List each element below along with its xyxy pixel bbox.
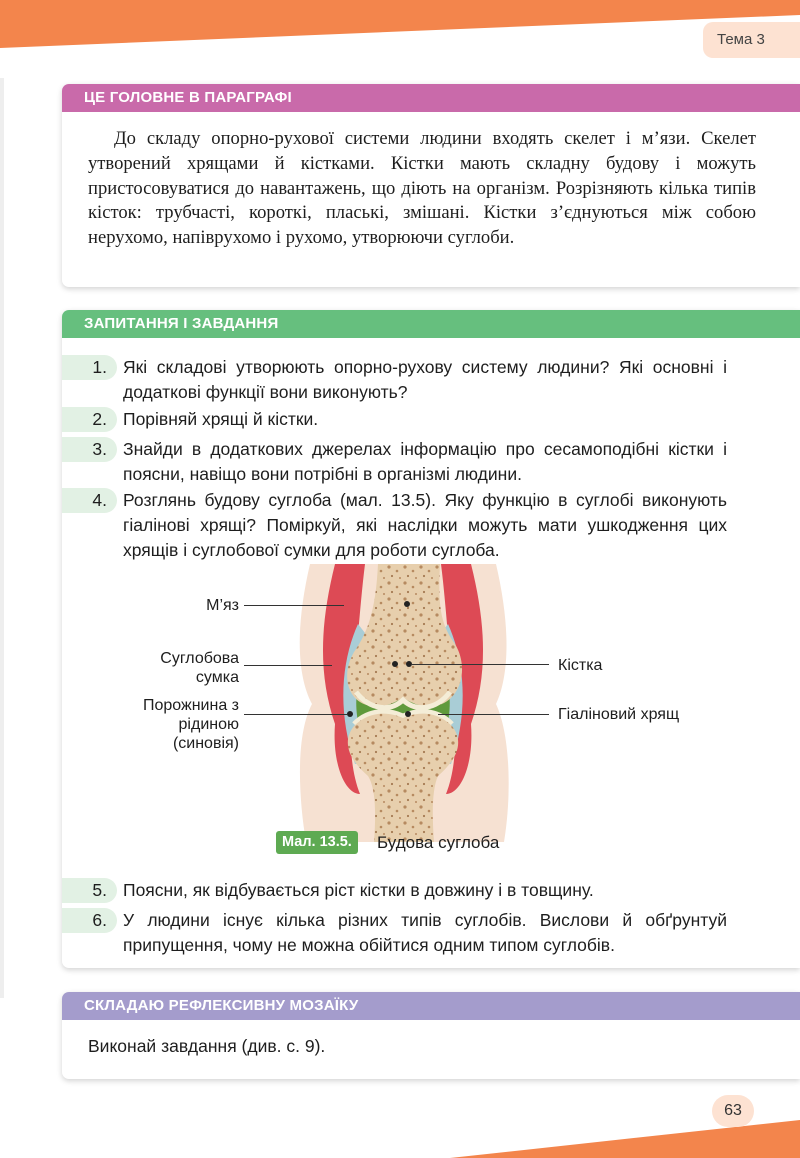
figure-caption-tag: Мал. 13.5. — [276, 831, 358, 854]
leader-cartilage — [438, 714, 549, 715]
question-text: Порівняй хрящі й кістки. — [123, 409, 319, 429]
pointer-dot — [392, 661, 398, 667]
reflection-heading: СКЛАДАЮ РЕФЛЕКСИВНУ МОЗАЇКУ — [62, 992, 800, 1020]
pointer-dot — [404, 601, 410, 607]
topic-tab: Тема 3 — [703, 22, 800, 58]
question-number: 1. — [92, 357, 107, 377]
questions-card — [62, 310, 800, 968]
question-text: Знайди в додаткових джерелах інформацію про сесамоподібні кістки і поясни, навіщо вони потрібні в організмі людини. — [123, 439, 727, 484]
summary-card — [62, 84, 800, 287]
leader-cavity — [244, 714, 348, 715]
figure-caption: Будова суглоба — [377, 833, 500, 852]
question-number: 6. — [92, 910, 107, 930]
label-bone: Кістка — [558, 657, 603, 674]
summary-text: До складу опорно-рухової системи людини входять скелет і м’язи. Скелет утворений хрящами й кістками. Кістки мають складну будову і можуть пристосовуватися до навантажень, що діють на організм. Розрізняють кілька типів кісток: трубчасті, короткі, плаські, змішані. Кістки з’єднуються між собою нерухомо, напіврухомо і рухомо, утворюючи суглоби. — [88, 128, 756, 249]
page-number: 63 — [712, 1095, 754, 1127]
question-number: 5. — [92, 880, 107, 900]
label-cartilage: Гіаліновий хрящ — [558, 706, 680, 723]
label-muscle: М’яз — [206, 597, 239, 614]
top-decor-band — [0, 0, 800, 70]
leader-capsule — [244, 665, 332, 666]
reflection-card — [62, 992, 800, 1079]
question-text: Які складові утворюють опорно-рухову систему людини? Які основні і додаткові функції вони виконують? — [123, 357, 727, 402]
question-number: 4. — [92, 490, 107, 510]
label-capsule: Суглобова сумка — [160, 650, 239, 686]
summary-heading: ЦЕ ГОЛОВНЕ В ПАРАГРАФІ — [62, 84, 800, 112]
questions-heading: ЗАПИТАННЯ І ЗАВДАННЯ — [62, 310, 800, 338]
question-number: 3. — [92, 439, 107, 459]
bottom-decor-band — [0, 1100, 800, 1158]
reflection-text: Виконай завдання (див. с. 9). — [88, 1036, 326, 1056]
left-margin-rule — [0, 78, 4, 998]
question-number: 2. — [92, 409, 107, 429]
question-text: Розглянь будову суглоба (мал. 13.5). Яку функцію в суглобі виконують гіалінові хрящі? Поміркуй, які наслідки можуть мати ушкодження цих хрящів і суглобової сумки для роботи суглоба. — [123, 490, 727, 560]
label-cavity: Порожнина з рідиною (синовія) — [142, 697, 239, 752]
pointer-dot — [405, 711, 411, 717]
leader-muscle — [244, 605, 344, 606]
leader-bone — [411, 664, 549, 665]
question-text: Поясни, як відбувається ріст кістки в довжину і в товщину. — [123, 880, 594, 900]
question-text: У людини існує кілька різних типів суглобів. Вислови й обґрунтуй припущення, чому не можна обійтися одним типом суглобів. — [123, 910, 727, 955]
